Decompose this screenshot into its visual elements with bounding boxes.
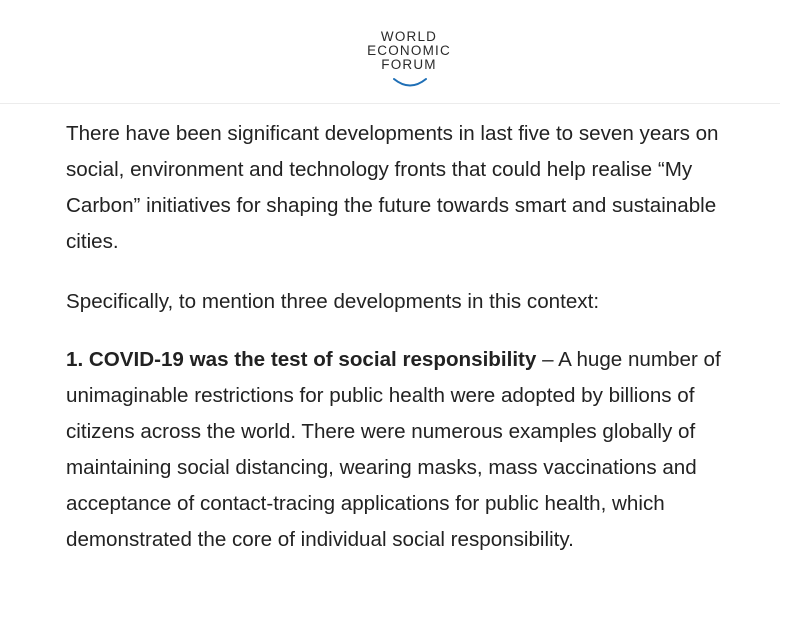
- page-margin: [780, 0, 798, 622]
- logo-text-forum: FORUM: [381, 57, 437, 72]
- article-paragraph-intro: There have been significant developments in last five to seven years on social, environment and technology fronts that could help realise “My Carbon” initiatives for shaping the future towards smart and sustainable cities.: [66, 122, 719, 253]
- article-body: [66, 116, 756, 582]
- article-paragraph-lead-in: Specifically, to mention three developments in this context:: [66, 290, 600, 313]
- logo-arc-icon: [392, 76, 428, 90]
- point-1-heading: 1. COVID-19 was the test of social responsibility: [66, 348, 537, 371]
- point-1-body: – A huge number of unimaginable restrictions for public health were adopted by billions of citizens across the world. There were numerous examples globally of maintaining social distancing, wearing masks, mass vaccinations and acceptance of contact-tracing applications for public health, which demonstrated the core of individual social responsibility.: [66, 348, 721, 551]
- article-point-1: [66, 342, 756, 558]
- logo-text-world: WORLD: [380, 29, 438, 44]
- wef-logo[interactable]: [354, 30, 464, 72]
- logo-text-economic: ECONOMIC: [367, 43, 451, 58]
